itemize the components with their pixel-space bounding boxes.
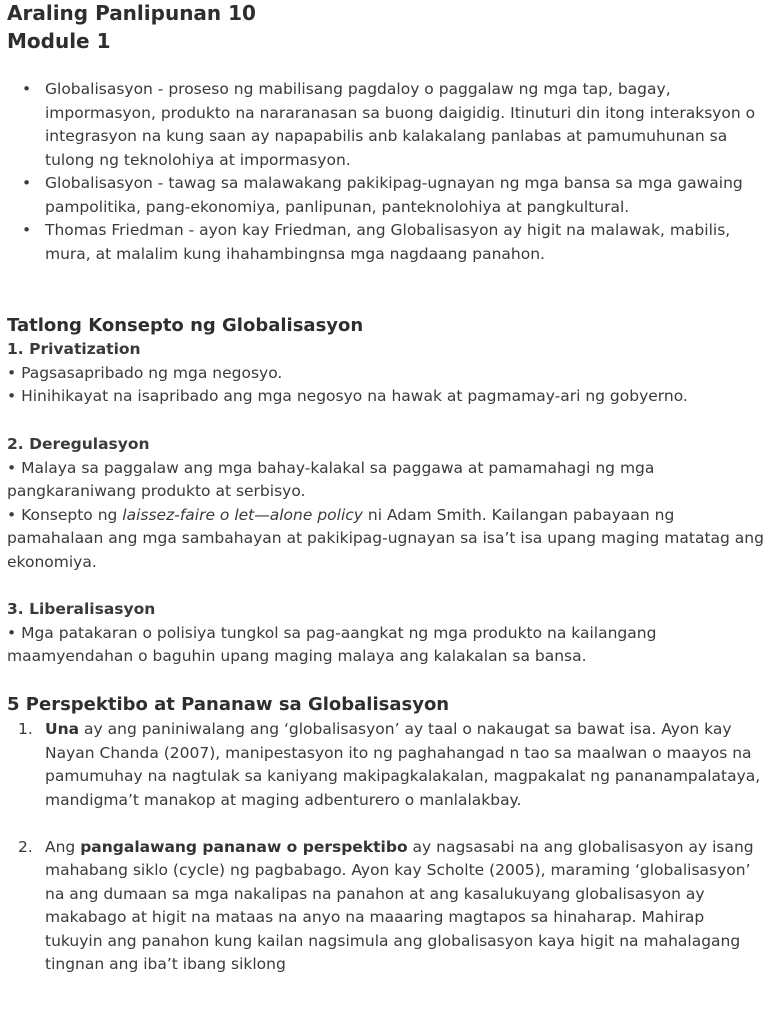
subheading-privatization <box>7 338 764 362</box>
document-title: Araling Panlipunan 10 <box>7 1 256 25</box>
section-liberalisasyon <box>7 598 764 669</box>
intro-bullet-friedman: • Thomas Friedman - ayon kay Friedman, ang Globalisasyon ay higit na malawak, mabilis, mura, at malalim kung ihahambingnsa mga nagdaang panahon. <box>0 219 768 266</box>
deregulasyon-number: 2. <box>7 435 24 453</box>
section-deregulasyon <box>7 433 764 574</box>
intro-bullet-globalisasyon-2: • Globalisasyon - tawag sa malawakang pakikipag-ugnayan ng mga bansa sa mga gawaing pampolitika, pang-ekonomiya, panlipunan, panteknolohiya at pangkultural. <box>0 172 768 219</box>
perspektibo-item-2-number: 2. <box>18 837 33 856</box>
deregulasyon-point-2-suffix: ni Adam Smith. Kailangan pabayaan ng pamahalaan ang mga sambahayan at pakikipag-ugnayan sa isa’t isa upang maging matatag ang ekonomiya. <box>7 505 764 571</box>
section-konsepto <box>7 314 764 409</box>
deregulasyon-point-2-prefix: • Konsepto ng <box>7 505 123 524</box>
liberalisasyon-number: 3. <box>7 600 24 618</box>
liberalisasyon-title: Liberalisasyon <box>29 600 156 618</box>
privatization-point-2: • Hinihikayat na isapribado ang mga negosyo na hawak at pagmamay-ari ng gobyerno. <box>7 387 688 405</box>
perspektibo-item-2 <box>0 836 768 977</box>
deregulasyon-title: Deregulasyon <box>29 435 150 453</box>
subheading-liberalisasyon <box>7 598 764 622</box>
liberalisasyon-point-1: • Mga patakaran o polisiya tungkol sa pag-aangkat ng mga produkto na kailangang maamyendahan o baguhin upang maging malaya ang kalakalan sa bansa. <box>7 623 657 665</box>
laissez-faire-term: laissez-faire o let—alone policy <box>122 505 363 524</box>
perspektibo-item-1 <box>0 718 768 812</box>
deregulasyon-point-2 <box>7 504 764 575</box>
deregulasyon-point-1: • Malaya sa paggalaw ang mga bahay-kalakal sa paggawa at pamamahagi ng mga pangkaraniwang produkto at serbisyo. <box>7 458 655 500</box>
section-heading-konsepto: Tatlong Konsepto ng Globalisasyon <box>7 315 364 336</box>
privatization-point-1: • Pagsasapribado ng mga negosyo. <box>7 363 283 382</box>
perspektibo-item-2-bold: pangalawang pananaw o perspektibo <box>80 837 408 856</box>
section-heading-perspektibo: 5 Perspektibo at Pananaw sa Globalisasyon <box>7 694 450 715</box>
intro-bullet-list <box>0 78 768 266</box>
subheading-deregulasyon <box>7 433 764 457</box>
perspektibo-item-1-text: ay ang paniniwalang ang ‘globalisasyon’ ay taal o nakaugat sa bawat isa. Ayon kay Nayan Chanda (2007), manipestasyon ito ng paghahangad n tao sa maalwan o maayos na pamumuhay na nagtulak sa kaniyang makipagkalakalan, magpakalat ng pananampalataya, mandigma’t manakop at maging adbenturero o manlalakbay. <box>45 720 761 809</box>
perspektibo-list <box>0 718 768 977</box>
perspektibo-item-1-bold: Una <box>45 720 80 738</box>
perspektibo-item-2-prefix: Ang <box>45 837 81 856</box>
intro-bullet-globalisasyon-1: • Globalisasyon - proseso ng mabilisang pagdaloy o paggalaw ng mga tap, bagay, impormasyon, produkto na nararanasan sa buong daigidig. Itinuturi din itong interaksyon o integrasyon na kung saan ay napapabilis anb kalakalang panlabas at pamumuhunan sa tulong ng teknolohiya at impormasyon. <box>0 78 768 172</box>
privatization-title: Privatization <box>29 340 141 358</box>
module-label: Module 1 <box>7 29 111 53</box>
section-perspektibo-heading-wrap <box>7 693 764 717</box>
perspektibo-item-1-number: 1. <box>18 720 33 738</box>
perspektibo-item-2-text: ay nagsasabi na ang globalisasyon ay isang mahabang siklo (cycle) ng pagbabago. Ayon kay Scholte (2005), maraming ‘globalisasyon’ na ang dumaan sa mga nakalipas na panahon at ang kasalukuyang globalisasyon ay makabago at higit na mataas na anyo na maaaring magtapos sa hinaharap. Mahirap tukuyin ang panahon kung kailan nagsimula ang globalisasyon kaya higit na mahalagang tingnan ang iba’t ibang siklong <box>45 837 754 973</box>
privatization-number: 1. <box>7 340 24 358</box>
